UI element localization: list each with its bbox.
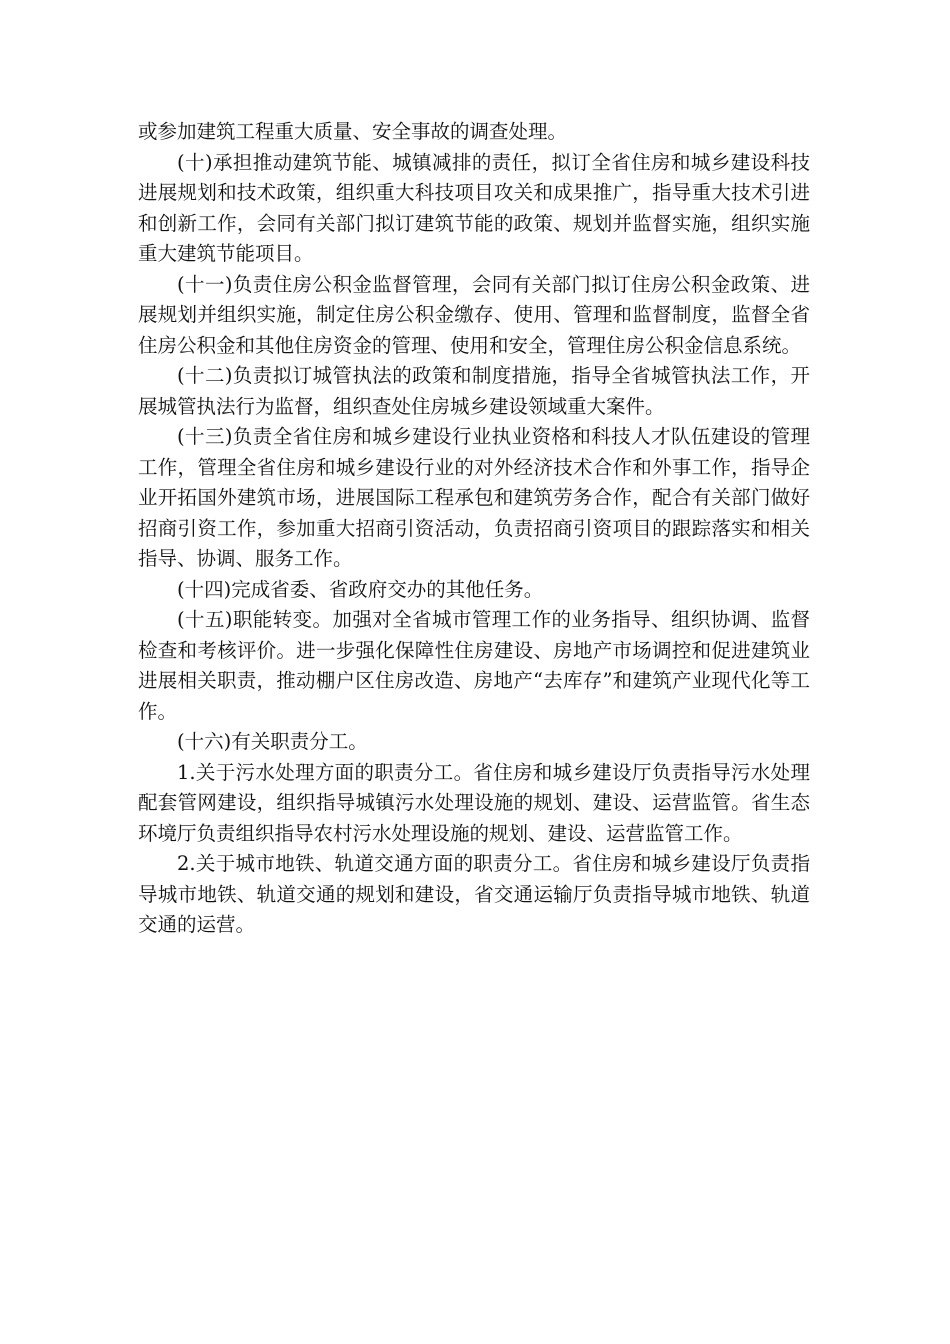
paragraph-item-11: (十一)负责住房公积金监督管理，会同有关部门拟订住房公积金政策、进展规划并组织实施，制定住房公积金缴存、使用、管理和监督制度，监督全省住房公积金和其他住房资金的管理、使用和安全，管理住房公积金信息系统。	[138, 272, 810, 357]
paragraph-subitem-1: 1.关于污水处理方面的职责分工。省住房和城乡建设厅负责指导污水处理配套管网建设，组织指导城镇污水处理设施的规划、建设、运营监管。省生态环境厅负责组织指导农村污水处理设施的规划、建设、运营监管工作。	[138, 760, 810, 845]
paragraph-item-15: (十五)职能转变。加强对全省城市管理工作的业务指导、组织协调、监督检查和考核评价。进一步强化保障性住房建设、房地产市场调控和促进建筑业进展相关职责，推动棚户区住房改造、房地产“去库存”和建筑产业现代化等工作。	[138, 608, 810, 723]
paragraph-item-12: (十二)负责拟订城管执法的政策和制度措施，指导全省城管执法工作，开展城管执法行为监督，组织查处住房城乡建设领域重大案件。	[138, 364, 810, 418]
paragraph-item-10: (十)承担推动建筑节能、城镇减排的责任，拟订全省住房和城乡建设科技进展规划和技术政策，组织重大科技项目攻关和成果推广，指导重大技术引进和创新工作，会同有关部门拟订建筑节能的政策、规划并监督实施，组织实施重大建筑节能项目。	[138, 150, 810, 265]
paragraph-subitem-2: 2.关于城市地铁、轨道交通方面的职责分工。省住房和城乡建设厅负责指导城市地铁、轨道交通的规划和建设，省交通运输厅负责指导城市地铁、轨道交通的运营。	[138, 852, 810, 936]
paragraph-item-13: (十三)负责全省住房和城乡建设行业执业资格和科技人才队伍建设的管理工作，管理全省住房和城乡建设行业的对外经济技术合作和外事工作，指导企业开拓国外建筑市场，进展国际工程承包和建筑劳务合作，配合有关部门做好招商引资工作，参加重大招商引资活动，负责招商引资项目的跟踪落实和相关指导、协调、服务工作。	[138, 425, 810, 570]
document-body	[138, 117, 810, 941]
paragraph-item-16: (十六)有关职责分工。	[177, 730, 368, 753]
paragraph-continuation: 或参加建筑工程重大质量、安全事故的调查处理。	[138, 120, 568, 143]
paragraph-item-14: (十四)完成省委、省政府交办的其他任务。	[177, 577, 544, 601]
